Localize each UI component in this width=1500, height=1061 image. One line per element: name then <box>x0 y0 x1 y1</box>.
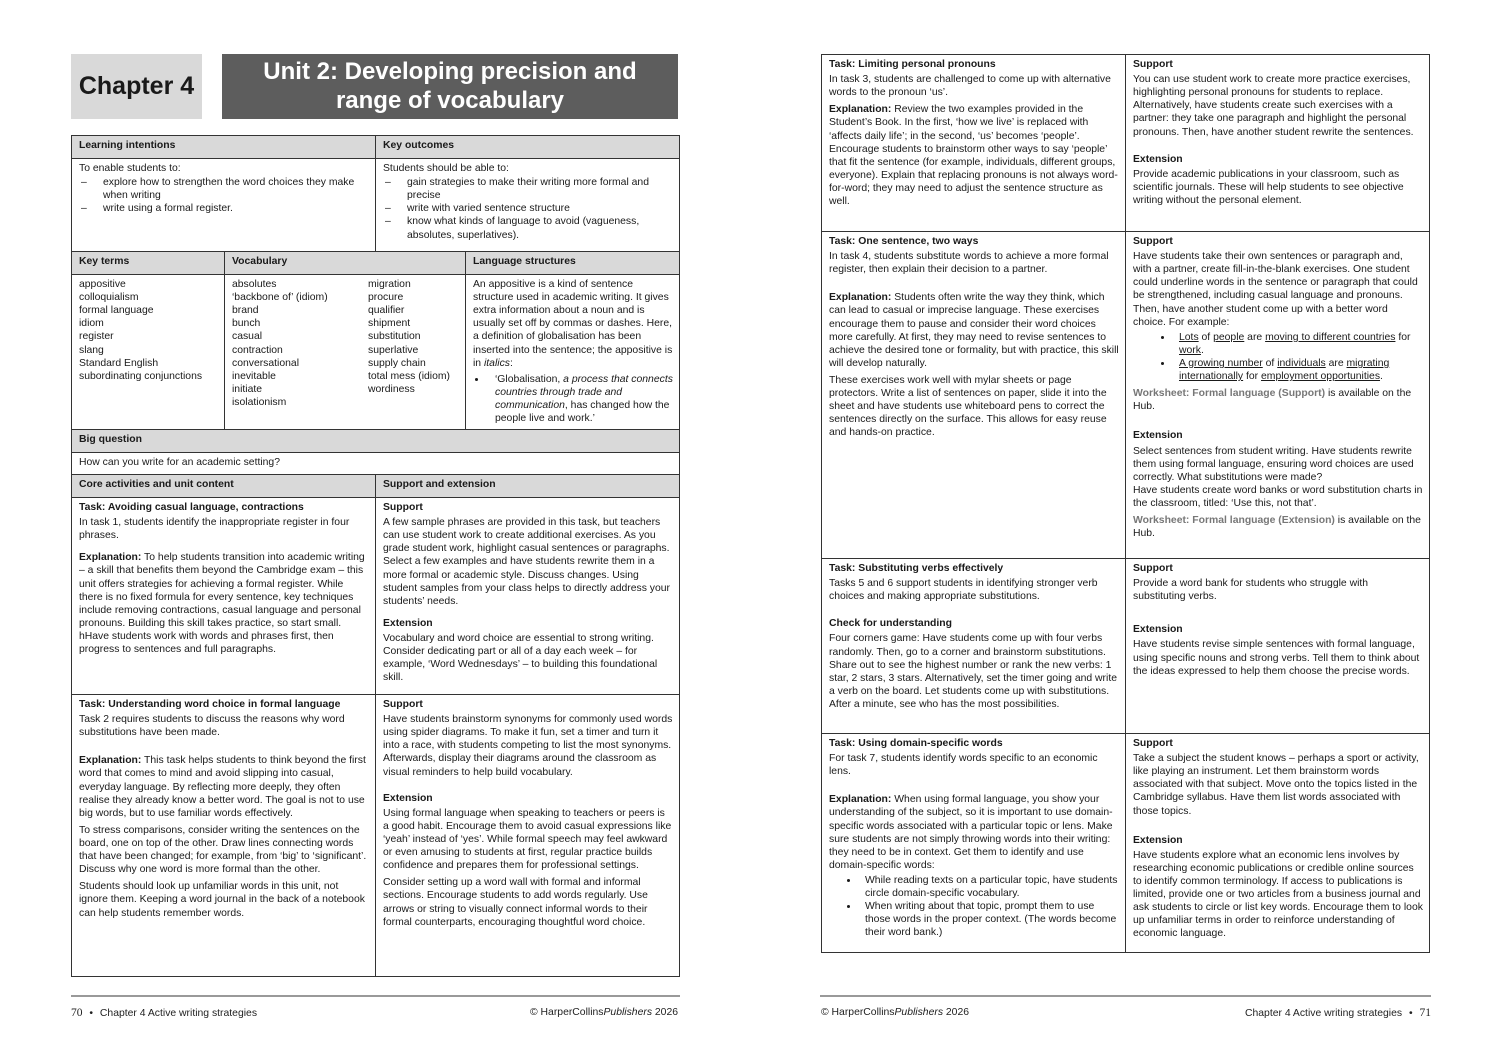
vocabulary-word: brand <box>232 305 259 317</box>
footer-separator: • <box>1408 1008 1413 1019</box>
vocabulary-word: wordiness <box>368 383 415 395</box>
key-term: colloquialism <box>79 292 139 304</box>
explanation-label: Explanation: <box>829 292 892 304</box>
task1-title: Task: Avoiding casual language, contractions <box>79 502 304 513</box>
learning-intentions-intro: To enable students to: <box>79 163 181 174</box>
support-text: A few sample phrases are provided in this task, but teachers can use student work to create additional exercises. As you grade student work, highlight casual sentences or paragraphs. Select a few examples and have students rewrite them in a more formal or academic style. Discuss changes. Using student samples from your class helps to directly address your students’ needs. <box>383 517 671 607</box>
explanation-label: Explanation: <box>829 794 892 806</box>
key-term: slang <box>79 344 104 356</box>
extension-text: Provide academic publications in your classroom, such as scientific journals. These will help students to see objective writing without the personal element. <box>1133 168 1404 206</box>
right-footer-running-title <box>1245 1006 1431 1020</box>
task2-paragraph: To stress comparisons, consider writing the sentences on the board, one on top of the other. Draw lines connecting words that have been changed; for example, from ‘big’ to ‘significant’. Discuss why one word is more formal than the other. <box>79 824 367 876</box>
extension-label: Extension <box>383 792 433 804</box>
vocabulary-word: initiate <box>232 383 263 395</box>
learning-intentions-cell <box>72 159 376 252</box>
support-text: You can use student work to create more practice exercises, highlighting personal pronouns for students to replace. Alternatively, have students create such exercises with a partner: they take one paragraph and highlight the personal pronouns. Then, have another student rewrite the sentences. <box>1133 74 1414 138</box>
key-terms-cell <box>72 275 225 430</box>
plain-word: . <box>1200 344 1204 356</box>
vocabulary-word: total mess (idiom) <box>368 370 450 382</box>
language-structures-header: Language structures <box>466 252 680 275</box>
worksheet-note-text: is available on the Hub. <box>1133 515 1421 540</box>
domain-task-title: Task: Using domain-specific words <box>829 738 1003 749</box>
worksheet-extension-note <box>1133 514 1423 540</box>
key-terms-header: Key terms <box>72 252 225 275</box>
list-item: – write using a formal register. <box>79 202 369 215</box>
big-question-header: Big question <box>72 430 680 453</box>
plain-word: . <box>1380 371 1383 383</box>
underlined-word: A growing number <box>1179 357 1263 369</box>
explanation-label: Explanation: <box>79 552 142 564</box>
support-text: Take a subject the student knows – perhaps a sport or activity, like playing an instrument. Let them brainstorm words associated with that subject. Move onto the topics listed in the Cambridge syllabus. Have them list words associated with those topics. <box>1133 753 1419 817</box>
sentence-task-title: Task: One sentence, two ways <box>829 236 979 247</box>
page-number: 70 <box>71 1007 83 1019</box>
extension-label: Extension <box>383 617 433 629</box>
explanation-label: Explanation: <box>79 755 142 767</box>
example-end: , has changed how the people live and work.’ <box>495 399 670 425</box>
task1-explanation <box>79 551 369 656</box>
chapter-label <box>71 54 202 119</box>
copyright-prefix: © HarperCollins <box>821 1007 895 1018</box>
plain-word: for <box>1395 331 1411 343</box>
right-page <box>750 0 1500 1061</box>
extension-text: Consider setting up a word wall with formal and informal sections. Encourage students to add words regularly. Use arrows or string to visually connect informal words to their formal counterparts, encouraging thoughtful word choice. <box>383 877 648 928</box>
vocabulary-word: qualifier <box>368 305 405 317</box>
language-structures-body: An appositive is a kind of sentence structure used in academic writing. It gives extra information about a noun and is usually set off by commas or dashes. Here, a definition of globalisation has been inserted into the sentence; the appositive is in <box>473 279 673 369</box>
plain-word: are <box>1244 331 1266 343</box>
language-structures-text <box>473 278 674 370</box>
task1-support-cell <box>376 498 680 695</box>
pronouns-content-cell <box>822 55 1126 232</box>
task-intro: Tasks 5 and 6 support students in identifying stronger verb choices and making appropriate substitutions. <box>829 578 1098 603</box>
domain-content-cell <box>822 734 1126 953</box>
vocabulary-word: superlative <box>368 344 419 356</box>
key-term: subordinating conjunctions <box>79 370 203 382</box>
footer-rule <box>820 995 1431 997</box>
appositive-example <box>487 373 674 425</box>
check-understanding-label: Check for understanding <box>829 618 952 630</box>
list-item: – write with varied sentence structure <box>383 202 673 215</box>
key-outcomes-cell <box>376 159 680 252</box>
extension-label: Extension <box>1133 153 1183 165</box>
domain-support-cell <box>1126 734 1430 953</box>
running-title: Chapter 4 Active writing strategies <box>99 1008 258 1019</box>
vocabulary-word: conversational <box>232 357 300 369</box>
unit-overview-table <box>71 135 680 977</box>
task1-intro: In task 1, students identify the inappropriate register in four phrases. <box>79 517 350 542</box>
left-footer-running-title <box>71 1006 257 1020</box>
support-label: Support <box>1133 59 1173 70</box>
explanation-text: This task helps students to think beyond the first word that comes to mind and avoid slipping into casual, everyday language. By reflecting more deeply, they often realise they already know a better word. The goal is not to use big words, but to use familiar words effectively. <box>79 755 366 819</box>
vocabulary-cell <box>225 275 466 430</box>
key-outcomes-intro: Students should be able to: <box>383 163 509 174</box>
core-activities-header: Core activities and unit content <box>72 475 376 498</box>
verbs-content-cell <box>822 559 1126 734</box>
footer-rule <box>71 995 680 997</box>
vocabulary-word: procure <box>368 292 404 304</box>
vocabulary-word: migration <box>368 279 411 290</box>
unit-title-line2: range of vocabulary <box>335 86 565 114</box>
vocabulary-word: substitution <box>368 331 421 343</box>
vocabulary-word: bunch <box>232 318 261 330</box>
task-intro: For task 7, students identify words specific to an economic lens. <box>829 753 1098 778</box>
left-footer-copyright <box>530 1006 678 1019</box>
underlined-word: Lots <box>1179 331 1199 343</box>
verbs-task-title: Task: Substituting verbs effectively <box>829 563 1004 574</box>
support-text: Have students brainstorm synonyms for commonly used words using spider diagrams. To make it fun, set a timer and turn it into a race, with students competing to list the most synonyms. Afterwards, display their diagrams around the classroom as visual reminders to help build vocabulary. <box>383 714 673 778</box>
extension-text: Vocabulary and word choice are essential to strong writing. Consider dedicating part or all of a day each week – for example, ‘Word Wednesdays’ – to building this foundational skill. <box>383 632 658 684</box>
unit-title <box>222 54 678 119</box>
list-item: • While reading texts on a particular topic, have students circle domain-specific vocabulary. <box>859 874 1119 900</box>
support-label: Support <box>383 502 423 513</box>
chapter-label-text: Chapter 4 <box>78 71 195 100</box>
learning-intentions-header: Learning intentions <box>72 136 376 159</box>
explanation-text: When using formal language, you show your understanding of the subject, so it is important to use domain-specific words associated with a particular topic or lens. Make sure students are not simply throwing words into their writing: they need to be in context. Get them to identify and use domain-specific words: <box>829 794 1113 871</box>
copyright-prefix: © HarperCollins <box>530 1007 604 1018</box>
right-footer-copyright <box>821 1006 969 1019</box>
key-term: Standard English <box>79 357 159 369</box>
key-term: register <box>79 331 114 343</box>
footer-separator: • <box>89 1008 94 1019</box>
vocabulary-word: absolutes <box>232 279 277 290</box>
vocabulary-column-2 <box>368 278 450 409</box>
key-outcomes-header: Key outcomes <box>376 136 680 159</box>
extension-label: Extension <box>1133 834 1183 846</box>
language-structures-cell <box>466 275 680 430</box>
task2-support-cell <box>376 695 680 977</box>
worksheet-support-note <box>1133 387 1423 413</box>
extension-text: Have students revise simple sentences with formal language, using specific nouns and strong verbs. Tell them to think about the ideas expressed to help them choose the precise words. <box>1133 639 1420 677</box>
vocabulary-header: Vocabulary <box>225 252 466 275</box>
explanation-label: Explanation: <box>829 104 892 116</box>
list-item: – know what kinds of language to avoid (vagueness, absolutes, superlatives). <box>383 215 673 241</box>
vocabulary-word: ‘backbone of’ (idiom) <box>232 292 328 304</box>
copyright-publishers: Publishers <box>603 1007 653 1018</box>
big-question-text: How can you write for an academic setting? <box>72 453 680 475</box>
copyright-year: 2026 <box>943 1007 970 1018</box>
support-label: Support <box>383 699 423 710</box>
task2-paragraph: Students should look up unfamiliar words in this unit, not ignore them. Keeping a word journal in the back of a notebook can help students remember words. <box>79 881 365 919</box>
vocabulary-word: shipment <box>368 318 411 330</box>
extension-text: Select sentences from student writing. Have students rewrite them using formal language, ensuring word choices are used correctly. What substitutions were made? <box>1133 445 1414 483</box>
list-item: – gain strategies to make their writing more formal and precise <box>383 176 673 202</box>
vocabulary-column-1 <box>232 278 368 409</box>
worksheet-note-text: is available on the Hub. <box>1133 388 1412 413</box>
copyright-publishers: Publishers <box>894 1007 944 1018</box>
support-text: Have students take their own sentences or paragraph and, with a partner, create fill-in-the-blank exercises. One student could underline words in the sentence or paragraph that could be strengthened, including casual language and pronouns. Then, have another student come up with a better word choice. For example: <box>1133 251 1418 328</box>
example-sentence-informal <box>1173 331 1423 357</box>
key-term: idiom <box>79 318 104 330</box>
sentence-content-cell <box>822 232 1126 559</box>
explanation-text: Review the two examples provided in the Student’s Book. In the first, ‘how we live’ is replaced with ‘affects daily life’; in the second, ‘us’ becomes ‘people’. Encourage students to brainstorm other ways to say ‘people’ that fit the sentence (for example, individuals, different groups, everyone). Explain that replacing pronouns is not always word-for-word; they may need to adjust the sentence structure as well. <box>829 104 1118 208</box>
task-intro: In task 3, students are challenged to come up with alternative words to the pronoun ‘us’. <box>829 74 1111 99</box>
extension-label: Extension <box>1133 430 1183 442</box>
pronouns-task-title: Task: Limiting personal pronouns <box>829 59 996 70</box>
task-explanation <box>829 103 1119 208</box>
extension-text: Using formal language when speaking to teachers or peers is a good habit. Encourage them to avoid casual expressions like ‘yeah’ instead of ‘yes’. While formal speech may feel awkward or even amusing to students at first, regular practice builds confidence and prepares them for professional settings. <box>383 807 672 872</box>
running-title: Chapter 4 Active writing strategies <box>1244 1008 1403 1019</box>
underlined-word: employment opportunities <box>1261 371 1381 383</box>
verbs-support-cell <box>1126 559 1430 734</box>
example-sentence-formal <box>1173 357 1423 383</box>
unit-title-line1: Unit 2: Developing precision and <box>263 57 637 85</box>
support-label: Support <box>1133 738 1173 749</box>
vocabulary-word: contraction <box>232 344 283 356</box>
underlined-word: work <box>1179 344 1201 356</box>
vocabulary-word: isolationism <box>232 396 287 408</box>
pronouns-support-cell <box>1126 55 1430 232</box>
check-understanding-text: Four corners game: Have students come up with four verbs randomly. Then, go to a corner and brainstorm substitutions. Share out to see the highest number or rank the new verbs: 1 star, 2 stars, 3 stars. Alternatively, set the timer going and write a verb on the board. Let students come up with substitutions. After a minute, see who has the most possibilities. <box>829 633 1117 710</box>
key-term: formal language <box>79 305 154 317</box>
underlined-word: people <box>1213 331 1245 343</box>
list-item: – explore how to strengthen the word choices they make when writing <box>79 176 369 202</box>
task-explanation <box>829 291 1119 370</box>
task2-intro: Task 2 requires students to discuss the reasons why word substitutions have been made. <box>79 714 345 739</box>
list-item: • When writing about that topic, prompt them to use those words in the proper context. (The words become their word bank.) <box>859 900 1119 939</box>
task2-explanation <box>79 754 369 820</box>
vocabulary-word: casual <box>232 331 263 343</box>
plain-word: for <box>1243 371 1262 383</box>
support-extension-header: Support and extension <box>376 475 680 498</box>
support-text: Provide a word bank for students who struggle with substituting verbs. <box>1133 578 1369 603</box>
task2-content-cell <box>72 695 376 977</box>
explanation-text: To help students transition into academic writing – a skill that benefits them beyond the Cambridge exam – this unit offers strategies for achieving a formal register. While there is no fixed formula for every sentence, key techniques include removing contractions, casual language and personal pronouns. Building this skill takes practice, so start small. hHave students work with words and phrases first, then progress to sentences and full paragraphs. <box>79 552 365 656</box>
vocabulary-word: inevitable <box>232 370 276 382</box>
page-number: 71 <box>1419 1007 1431 1019</box>
worksheet-link[interactable]: Worksheet: Formal language (Support) <box>1133 388 1326 400</box>
extension-label: Extension <box>1133 624 1183 636</box>
task2-title: Task: Understanding word choice in formal language <box>79 699 341 710</box>
key-term: appositive <box>79 279 126 290</box>
underlined-word: migrating internationally <box>1179 357 1390 383</box>
example-appositive: a process that connects countries through trade and communication <box>495 373 673 411</box>
worksheet-link[interactable]: Worksheet: Formal language (Extension) <box>1133 515 1335 527</box>
sentence-support-cell <box>1126 232 1430 559</box>
task-explanation <box>829 793 1119 872</box>
task1-content-cell <box>72 498 376 695</box>
extension-text: Have students explore what an economic lens involves by researching economic publications or credible online sources to identify common terminology. If access to publications is limited, provide one or two articles from a business journal and ask students to circle or list key words. Encourage them to look up unfamiliar terms in order to reinforce understanding of economic language. <box>1133 849 1423 940</box>
example-start: ‘Globalisation, <box>495 373 564 385</box>
italics-word: italics <box>483 357 510 369</box>
plain-word: of <box>1198 331 1214 343</box>
plain-word: are <box>1325 357 1347 369</box>
example-list <box>1133 331 1423 383</box>
task-intro: In task 4, students substitute words to achieve a more formal register, then explain their decision to a partner. <box>829 251 1109 276</box>
explanation-text: Students often write the way they think, which can lead to casual or imprecise language. These exercises encourage them to pause and consider their word choices more carefully. At first, they may need to revise sentences to achieve the desired tone or formality, but with practice, this skill will develop naturally. <box>829 292 1119 369</box>
colon: : <box>509 357 513 369</box>
support-label: Support <box>1133 236 1173 247</box>
support-label: Support <box>1133 563 1173 574</box>
copyright-year: 2026 <box>652 1007 679 1018</box>
tasks-table <box>821 54 1430 953</box>
underlined-word: individuals <box>1277 357 1326 369</box>
underlined-word: moving to different countries <box>1265 331 1396 343</box>
vocabulary-word: supply chain <box>368 357 426 369</box>
extension-text: Have students create word banks or word substitution charts in the classroom, titled: ‘Use this, not that’. <box>1133 484 1423 509</box>
plain-word: of <box>1262 357 1278 369</box>
task-paragraph: These exercises work well with mylar sheets or page protectors. Write a list of sentences on paper, slide it into the sheet and have students use whiteboard pens to correct the sentences directly on the surface. This allows for easy reuse and hands-on practice. <box>829 374 1107 439</box>
